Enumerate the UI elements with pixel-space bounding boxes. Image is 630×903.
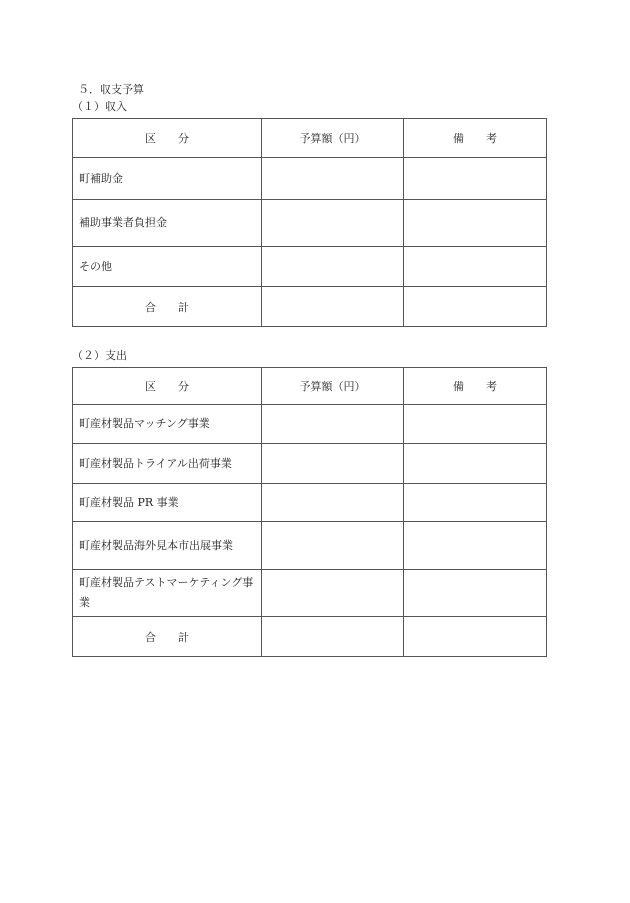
section-title: ５．収支予算 — [78, 83, 144, 96]
income-title: （１）収入 — [72, 100, 127, 113]
amount-cell[interactable] — [262, 247, 404, 287]
row-label: 町産材製品海外見本市出展事業 — [73, 522, 262, 570]
total-amount-cell[interactable] — [262, 617, 404, 657]
table-row — [73, 570, 547, 617]
note-cell[interactable] — [404, 484, 547, 522]
total-label: 合 計 — [73, 617, 262, 657]
income-table — [72, 118, 547, 327]
amount-cell[interactable] — [262, 158, 404, 200]
note-cell[interactable] — [404, 570, 547, 617]
amount-cell[interactable] — [262, 570, 404, 617]
table-row — [73, 444, 547, 484]
expenditure-header-row — [73, 368, 547, 405]
table-row — [73, 158, 547, 200]
header-category: 区 分 — [73, 119, 262, 158]
note-cell[interactable] — [404, 522, 547, 570]
note-cell[interactable] — [404, 444, 547, 484]
table-row — [73, 200, 547, 247]
table-row — [73, 247, 547, 287]
table-row — [73, 522, 547, 570]
note-cell[interactable] — [404, 247, 547, 287]
header-budget-amount: 予算額（円） — [262, 119, 404, 158]
expenditure-table — [72, 367, 547, 657]
header-category: 区 分 — [73, 368, 262, 405]
note-cell[interactable] — [404, 158, 547, 200]
total-row — [73, 617, 547, 657]
expenditure-title: （２）支出 — [72, 349, 127, 362]
total-amount-cell[interactable] — [262, 287, 404, 327]
header-notes: 備 考 — [404, 119, 547, 158]
note-cell[interactable] — [404, 200, 547, 247]
amount-cell[interactable] — [262, 200, 404, 247]
total-note-cell[interactable] — [404, 617, 547, 657]
amount-cell[interactable] — [262, 484, 404, 522]
row-label: 町産材製品テストマーケティング事業 — [73, 570, 262, 617]
row-label: 町産材製品 PR 事業 — [73, 484, 262, 522]
header-budget-amount: 予算額（円） — [262, 368, 404, 405]
total-note-cell[interactable] — [404, 287, 547, 327]
row-label: 町産材製品マッチング事業 — [73, 405, 262, 444]
row-label: 町補助金 — [73, 158, 262, 200]
total-label: 合 計 — [73, 287, 262, 327]
note-cell[interactable] — [404, 405, 547, 444]
table-row — [73, 405, 547, 444]
row-label: その他 — [73, 247, 262, 287]
table-row — [73, 484, 547, 522]
total-row — [73, 287, 547, 327]
amount-cell[interactable] — [262, 405, 404, 444]
row-label: 補助事業者負担金 — [73, 200, 262, 247]
income-header-row — [73, 119, 547, 158]
amount-cell[interactable] — [262, 444, 404, 484]
header-notes: 備 考 — [404, 368, 547, 405]
row-label: 町産材製品トライアル出荷事業 — [73, 444, 262, 484]
amount-cell[interactable] — [262, 522, 404, 570]
